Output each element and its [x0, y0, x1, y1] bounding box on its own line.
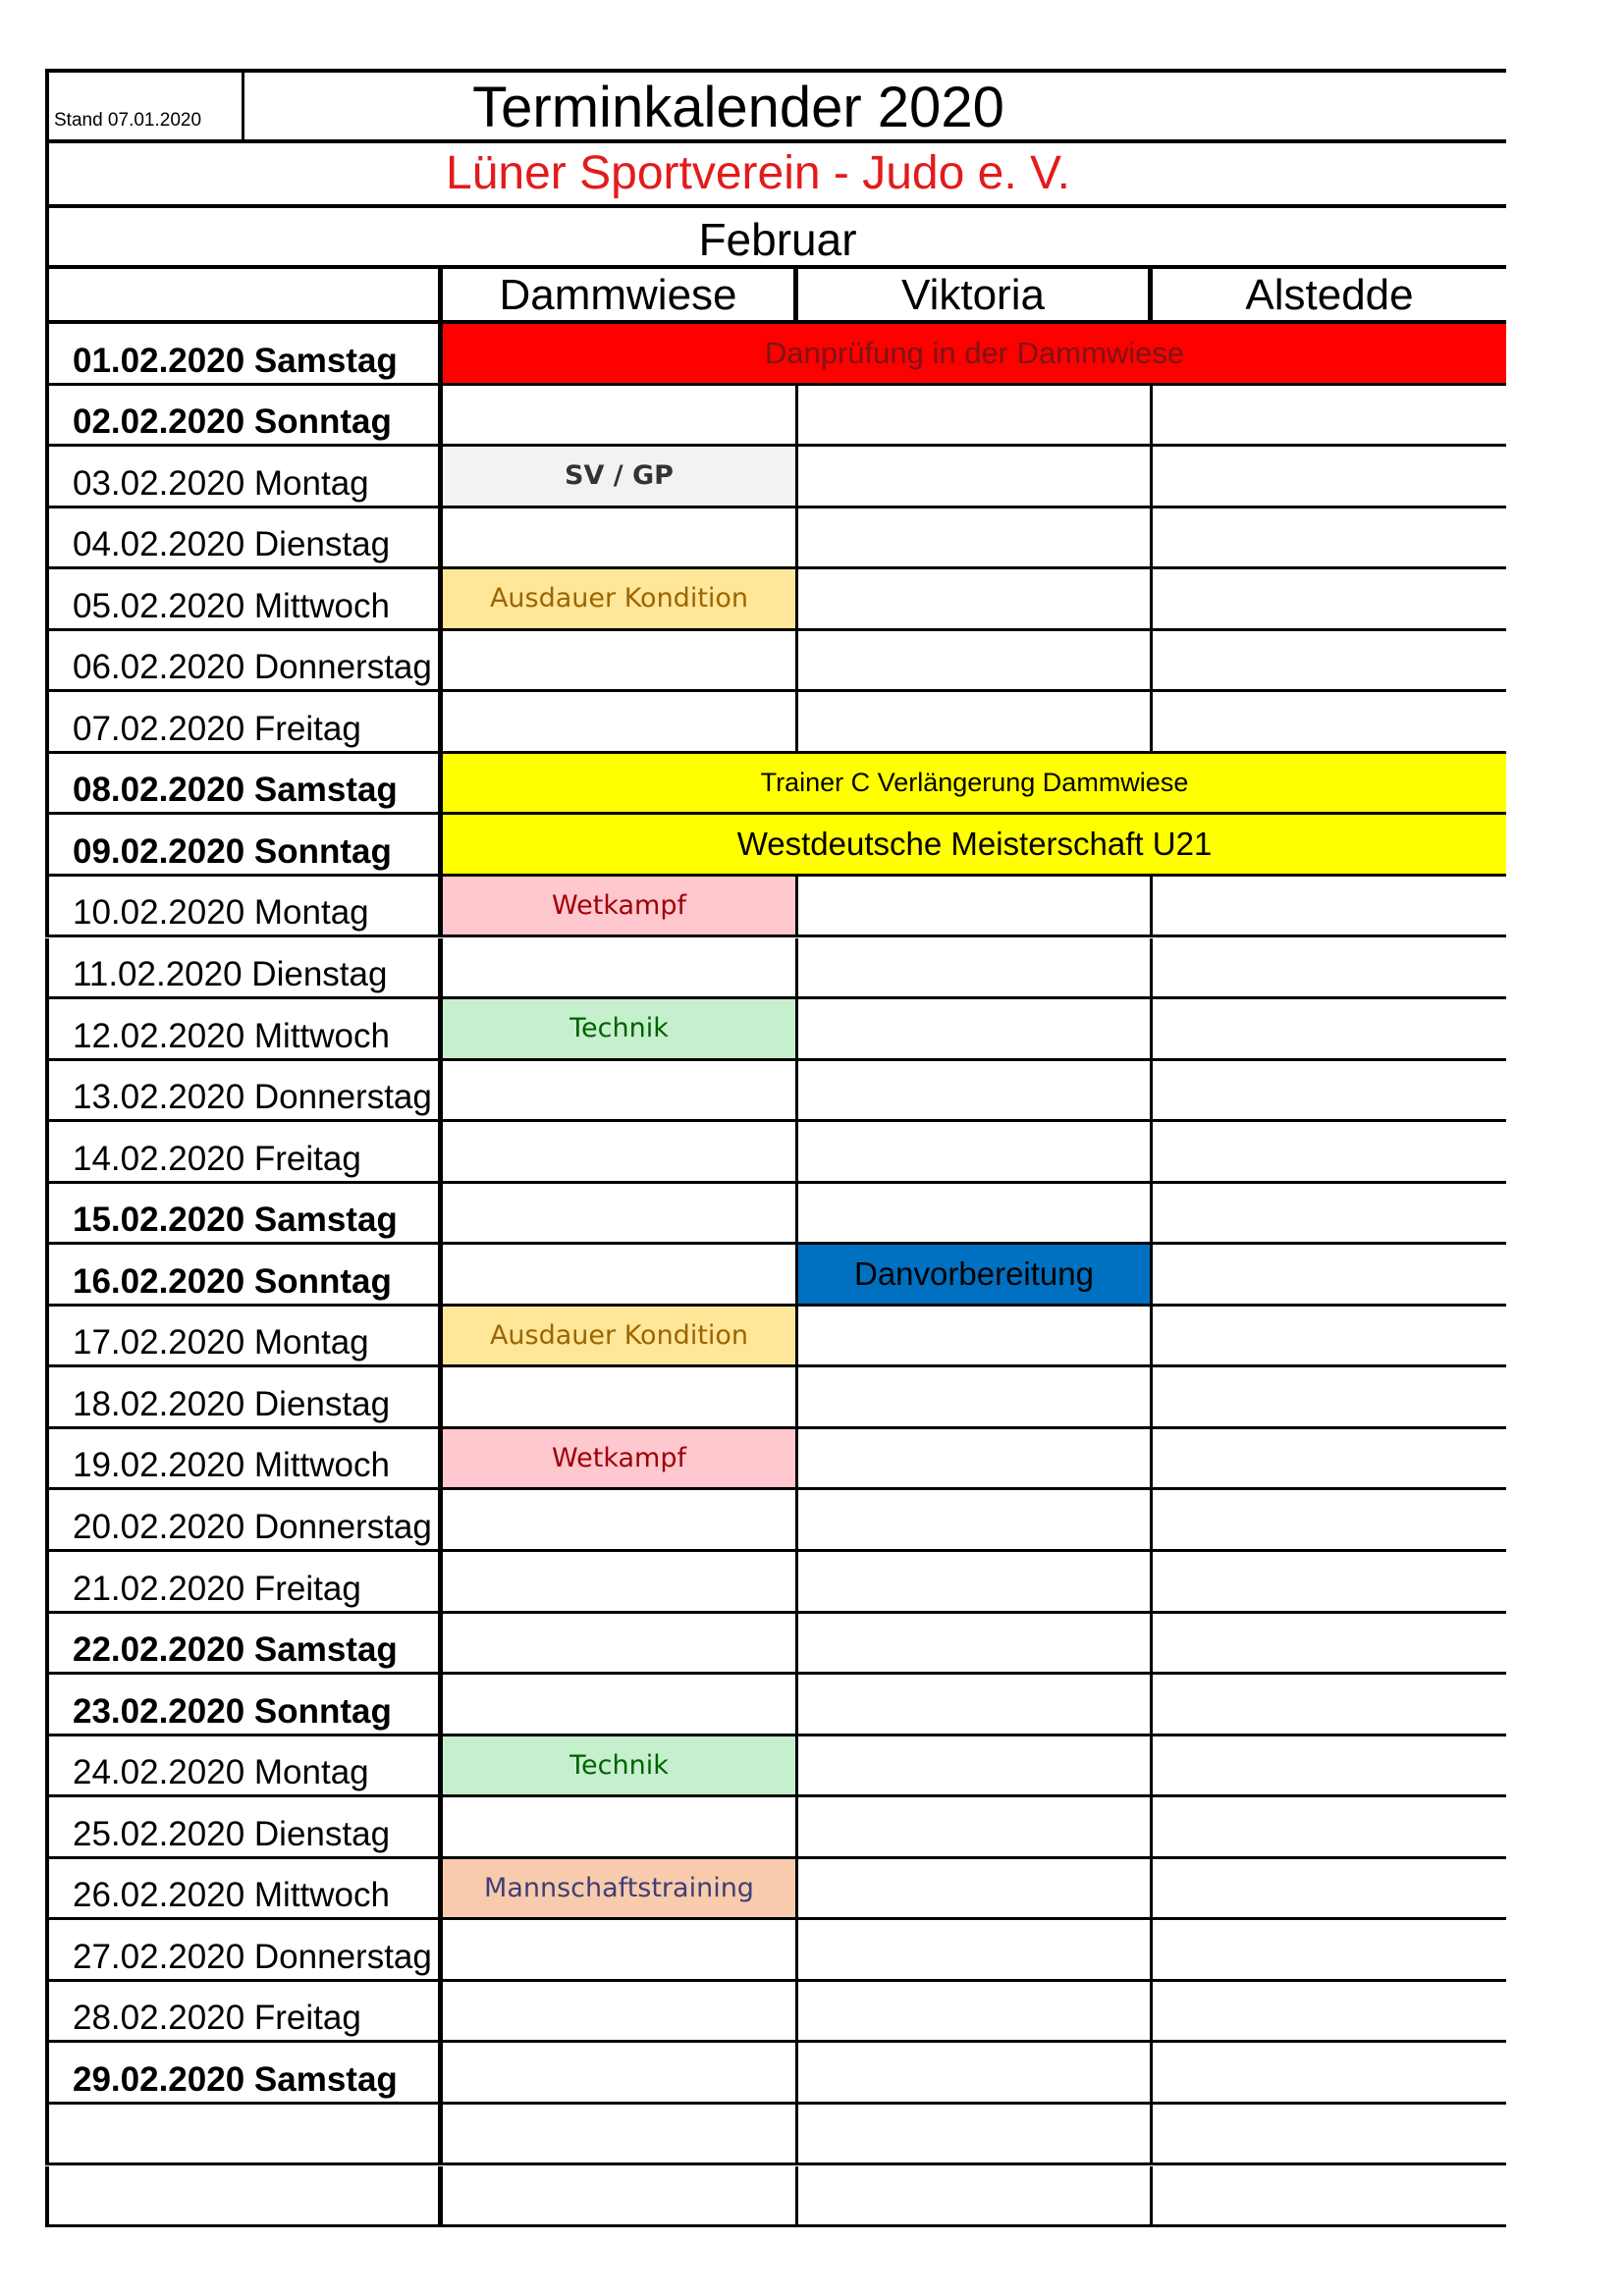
day-date: 09.02.2020 Sonntag [45, 815, 443, 874]
day-row [45, 2043, 1506, 2105]
day-row [45, 1490, 1506, 1552]
cell-viktoria [798, 2166, 1153, 2225]
day-row [45, 2105, 1506, 2166]
cell-dammwiese [443, 1675, 798, 1734]
cell-alstedde [1153, 631, 1506, 690]
cell-alstedde [1153, 2105, 1506, 2163]
cell-alstedde [1153, 1245, 1506, 1304]
cell-viktoria [798, 1736, 1153, 1795]
cell-dammwiese: Ausdauer Kondition [443, 1307, 798, 1365]
column-header-date [45, 269, 443, 320]
cell-alstedde [1153, 938, 1506, 997]
day-date: 13.02.2020 Donnerstag [45, 1061, 443, 1120]
day-row [45, 631, 1506, 693]
day-date: 14.02.2020 Freitag [45, 1122, 443, 1181]
day-date: 12.02.2020 Mittwoch [45, 999, 443, 1058]
cell-alstedde [1153, 1061, 1506, 1120]
cell-viktoria [798, 386, 1153, 445]
cell-dammwiese [443, 1367, 798, 1426]
cell-viktoria [798, 1920, 1153, 1979]
day-row [45, 1307, 1506, 1368]
day-date: 29.02.2020 Samstag [45, 2043, 443, 2102]
cell-alstedde [1153, 447, 1506, 506]
day-date: 15.02.2020 Samstag [45, 1184, 443, 1243]
event-all-locations: Danprüfung in der Dammwiese [443, 324, 1506, 383]
cell-dammwiese [443, 2043, 798, 2102]
day-row [45, 1797, 1506, 1859]
cell-alstedde [1153, 1429, 1506, 1488]
cell-viktoria [798, 1122, 1153, 1181]
month-row [45, 208, 1506, 269]
day-row [45, 1675, 1506, 1736]
day-row [45, 754, 1506, 816]
stand-date: Stand 07.01.2020 [49, 73, 244, 139]
cell-viktoria [798, 1184, 1153, 1243]
day-date: 06.02.2020 Donnerstag [45, 631, 443, 690]
club-name: Lüner Sportverein - Judo e. V. [446, 147, 1070, 199]
day-row [45, 508, 1506, 570]
day-date: 24.02.2020 Montag [45, 1736, 443, 1795]
day-date: 23.02.2020 Sonntag [45, 1675, 443, 1734]
cell-alstedde [1153, 1614, 1506, 1673]
day-date [45, 2105, 443, 2163]
cell-viktoria [798, 938, 1153, 997]
cell-dammwiese [443, 1920, 798, 1979]
cell-dammwiese [443, 938, 798, 997]
cell-viktoria [798, 1859, 1153, 1918]
cell-alstedde [1153, 1859, 1506, 1918]
cell-alstedde [1153, 692, 1506, 751]
cell-alstedde [1153, 1552, 1506, 1611]
day-date: 07.02.2020 Freitag [45, 692, 443, 751]
day-date: 25.02.2020 Dienstag [45, 1797, 443, 1856]
cell-alstedde [1153, 877, 1506, 935]
cell-alstedde [1153, 1122, 1506, 1181]
day-row [45, 1429, 1506, 1491]
cell-alstedde [1153, 1307, 1506, 1365]
cell-dammwiese: Mannschaftstraining [443, 1859, 798, 1918]
cell-viktoria [798, 1490, 1153, 1549]
day-row [45, 569, 1506, 631]
column-header-dammwiese: Dammwiese [443, 269, 798, 320]
day-row [45, 877, 1506, 938]
cell-alstedde [1153, 1367, 1506, 1426]
cell-dammwiese [443, 1614, 798, 1673]
cell-dammwiese [443, 1797, 798, 1856]
day-row [45, 1245, 1506, 1307]
cell-viktoria [798, 1614, 1153, 1673]
cell-viktoria [798, 999, 1153, 1058]
cell-dammwiese: Wetkampf [443, 877, 798, 935]
cell-viktoria [798, 877, 1153, 935]
day-date [45, 2166, 443, 2225]
cell-alstedde [1153, 1675, 1506, 1734]
cell-viktoria [798, 631, 1153, 690]
cell-viktoria [798, 1675, 1153, 1734]
day-date: 18.02.2020 Dienstag [45, 1367, 443, 1426]
cell-alstedde [1153, 1490, 1506, 1549]
cell-alstedde [1153, 999, 1506, 1058]
cell-dammwiese [443, 1061, 798, 1120]
title-row [45, 69, 1506, 143]
cell-dammwiese [443, 1490, 798, 1549]
day-row [45, 447, 1506, 508]
day-row [45, 1736, 1506, 1798]
cell-dammwiese [443, 2105, 798, 2163]
cell-dammwiese [443, 1184, 798, 1243]
day-row [45, 386, 1506, 448]
day-row [45, 1859, 1506, 1921]
cell-dammwiese [443, 1245, 798, 1304]
day-row [45, 1367, 1506, 1429]
day-date: 19.02.2020 Mittwoch [45, 1429, 443, 1488]
cell-dammwiese: SV / GP [443, 447, 798, 506]
day-row [45, 1061, 1506, 1123]
day-date: 16.02.2020 Sonntag [45, 1245, 443, 1304]
cell-dammwiese [443, 1982, 798, 2041]
cell-alstedde [1153, 508, 1506, 567]
cell-viktoria: Danvorbereitung [798, 1245, 1153, 1304]
cell-dammwiese [443, 2166, 798, 2225]
day-row [45, 938, 1506, 1000]
cell-viktoria [798, 1797, 1153, 1856]
cell-viktoria [798, 1061, 1153, 1120]
day-row [45, 2166, 1506, 2228]
cell-alstedde [1153, 1982, 1506, 2041]
cell-dammwiese [443, 631, 798, 690]
cell-viktoria [798, 1307, 1153, 1365]
cell-dammwiese [443, 1122, 798, 1181]
day-date: 28.02.2020 Freitag [45, 1982, 443, 2041]
day-row [45, 324, 1506, 386]
day-date: 03.02.2020 Montag [45, 447, 443, 506]
cell-dammwiese [443, 1552, 798, 1611]
day-row [45, 1614, 1506, 1676]
cell-dammwiese [443, 386, 798, 445]
cell-alstedde [1153, 386, 1506, 445]
day-date: 04.02.2020 Dienstag [45, 508, 443, 567]
day-date: 05.02.2020 Mittwoch [45, 569, 443, 628]
cell-viktoria [798, 2043, 1153, 2102]
cell-alstedde [1153, 2043, 1506, 2102]
day-date: 08.02.2020 Samstag [45, 754, 443, 813]
column-header-row [45, 269, 1506, 324]
cell-dammwiese: Wetkampf [443, 1429, 798, 1488]
day-date: 22.02.2020 Samstag [45, 1614, 443, 1673]
cell-viktoria [798, 447, 1153, 506]
cell-alstedde [1153, 1920, 1506, 1979]
day-row [45, 815, 1506, 877]
day-row [45, 1122, 1506, 1184]
day-row [45, 692, 1506, 754]
day-date: 02.02.2020 Sonntag [45, 386, 443, 445]
cell-alstedde [1153, 569, 1506, 628]
column-header-alstedde: Alstedde [1245, 271, 1414, 319]
cell-alstedde [1153, 1736, 1506, 1795]
event-all-locations: Westdeutsche Meisterschaft U21 [443, 815, 1506, 874]
month-title: Februar [698, 214, 857, 265]
cell-dammwiese: Technik [443, 999, 798, 1058]
cell-alstedde [1153, 1797, 1506, 1856]
cell-viktoria [798, 1429, 1153, 1488]
day-row [45, 999, 1506, 1061]
cell-dammwiese [443, 692, 798, 751]
cell-viktoria [798, 2105, 1153, 2163]
cell-viktoria [798, 692, 1153, 751]
club-row [45, 143, 1506, 208]
day-row [45, 1184, 1506, 1246]
day-row [45, 1920, 1506, 1982]
page-title: Terminkalender 2020 [472, 76, 1004, 139]
day-date: 01.02.2020 Samstag [45, 324, 443, 383]
cell-alstedde [1153, 1184, 1506, 1243]
cell-viktoria [798, 508, 1153, 567]
day-date: 10.02.2020 Montag [45, 877, 443, 935]
cell-dammwiese: Technik [443, 1736, 798, 1795]
cell-viktoria [798, 1552, 1153, 1611]
column-header-viktoria: Viktoria [798, 269, 1153, 320]
cell-alstedde [1153, 2166, 1506, 2225]
day-row [45, 1552, 1506, 1614]
day-row [45, 1982, 1506, 2044]
day-date: 20.02.2020 Donnerstag [45, 1490, 443, 1549]
event-all-locations: Trainer C Verlängerung Dammwiese [443, 754, 1506, 813]
day-date: 26.02.2020 Mittwoch [45, 1859, 443, 1918]
cell-dammwiese: Ausdauer Kondition [443, 569, 798, 628]
day-date: 11.02.2020 Dienstag [45, 938, 443, 997]
day-date: 27.02.2020 Donnerstag [45, 1920, 443, 1979]
cell-viktoria [798, 1367, 1153, 1426]
day-date: 17.02.2020 Montag [45, 1307, 443, 1365]
day-date: 21.02.2020 Freitag [45, 1552, 443, 1611]
cell-dammwiese [443, 508, 798, 567]
cell-viktoria [798, 569, 1153, 628]
cell-viktoria [798, 1982, 1153, 2041]
